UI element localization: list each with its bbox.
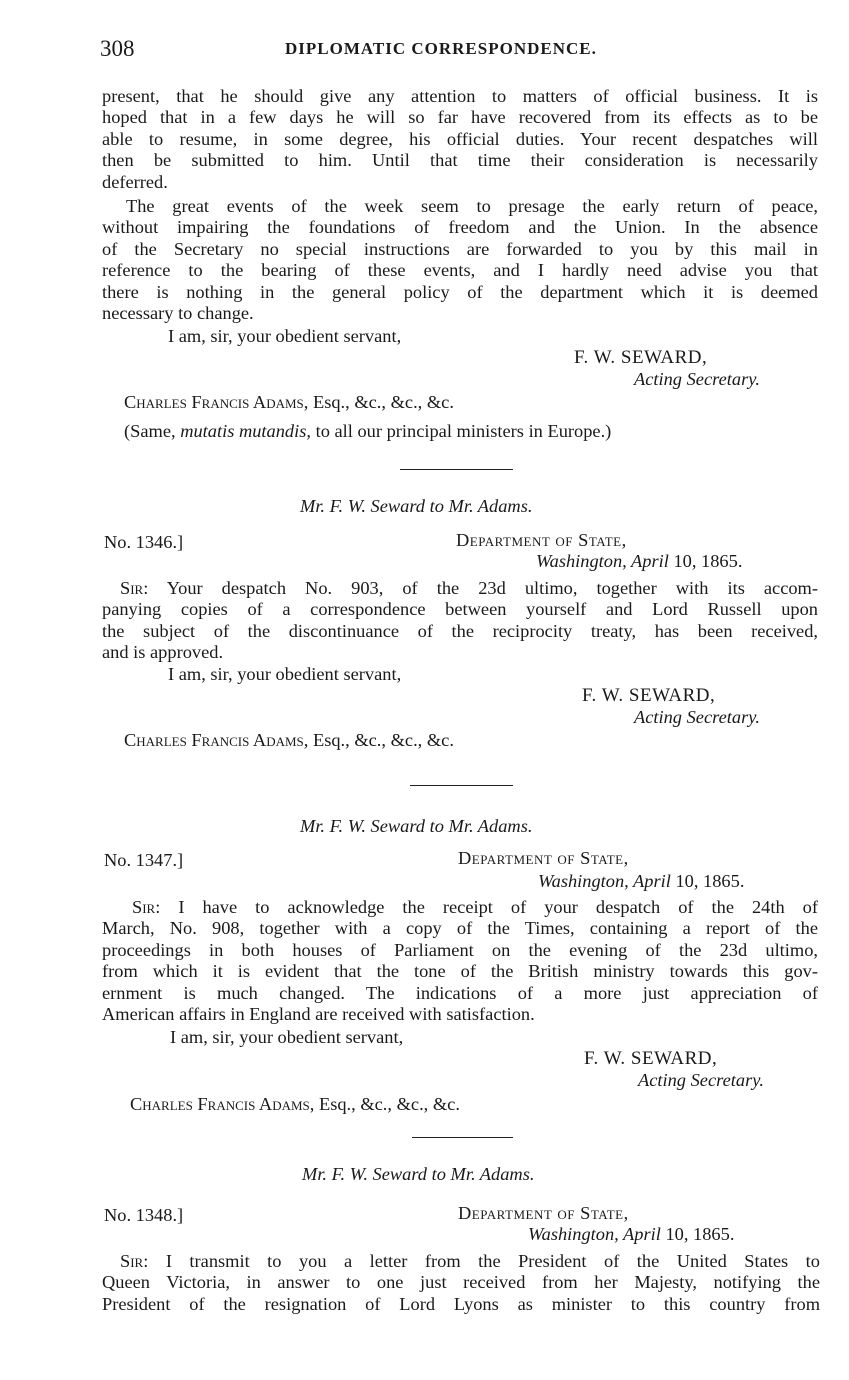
text-line: reference to the bearing of these events, and I hardly need advise you that	[102, 260, 818, 281]
closing-line: I am, sir, your obedient servant,	[168, 664, 402, 684]
department: Department of State,	[458, 848, 629, 868]
signature-name: F. W. SEWARD,	[574, 347, 708, 368]
signature-name: F. W. SEWARD,	[584, 1048, 718, 1069]
signature-title: Acting Secretary.	[634, 707, 760, 727]
page-number: 308	[100, 36, 135, 61]
addressee-name: Charles Francis Adams	[130, 1094, 310, 1114]
text-line: from which it is evident that the tone of the British ministry towards this gov-	[102, 961, 818, 982]
text-line: able to resume, in some degree, his official duties. Your recent despatches will	[102, 128, 818, 149]
text-line: panying copies of a correspondence between yourself and Lord Russell upon	[102, 599, 818, 620]
same-note	[124, 421, 611, 442]
addressee-rest: , Esq., &c., &c., &c.	[303, 392, 454, 412]
text-line: then be submitted to him. Until that time their consideration is necessarily	[102, 150, 818, 171]
continuation-paragraph-1	[102, 86, 818, 193]
text-line: proceedings in both houses of Parliament on the evening of the 23d ultimo,	[102, 939, 818, 960]
letter-body	[102, 1251, 820, 1315]
same-italic: mutatis mutandis,	[180, 421, 311, 441]
salutation: Sir	[132, 897, 156, 917]
dateline	[536, 551, 742, 572]
dateline	[528, 1224, 734, 1245]
text-line	[102, 578, 818, 599]
text-line	[102, 897, 818, 918]
letter-body	[102, 897, 818, 1025]
dateline-date: 10, 1865.	[660, 1224, 735, 1244]
text-line: and is approved.	[102, 642, 224, 663]
text-line: hoped that in a few days he will so far have recovered from its effects as to be	[102, 107, 818, 128]
addressee-rest: , Esq., &c., &c., &c.	[303, 730, 454, 750]
text-line: The great events of the week seem to presage the early return of peace,	[126, 196, 818, 216]
closing-line: I am, sir, your obedient servant,	[168, 326, 402, 346]
letter-heading: Mr. F. W. Seward to Mr. Adams.	[300, 816, 533, 836]
addressee-rest: , Esq., &c., &c., &c.	[309, 1094, 460, 1114]
dateline-date: 10, 1865.	[670, 871, 745, 891]
closing-line: I am, sir, your obedient servant,	[170, 1027, 404, 1047]
addressee-name: Charles Francis Adams	[124, 392, 304, 412]
addressee-name: Charles Francis Adams	[124, 730, 304, 750]
letter-heading: Mr. F. W. Seward to Mr. Adams.	[300, 496, 533, 516]
section-divider	[410, 785, 513, 786]
body-text: : Your despatch No. 903, of the 23d ultimo, together with its accom-	[143, 578, 818, 598]
letter-number: No. 1348.]	[104, 1205, 184, 1225]
letter-heading: Mr. F. W. Seward to Mr. Adams.	[302, 1164, 535, 1184]
text-line	[102, 1251, 820, 1272]
text-line: without impairing the foundations of freedom and the Union. In the absence	[102, 217, 818, 238]
dateline-place: Washington, April	[538, 871, 671, 891]
text-line: there is nothing in the general policy of the department which it is deemed	[102, 281, 818, 302]
text-line: of the Secretary no special instructions are forwarded to you by this mail in	[102, 238, 818, 259]
letter-number: No. 1346.]	[104, 532, 184, 552]
department: Department of State,	[458, 1203, 629, 1223]
text-line: March, No. 908, together with a copy of the Times, containing a report of the	[102, 918, 818, 939]
dateline-date: 10, 1865.	[668, 551, 743, 571]
salutation: Sir	[120, 1251, 144, 1271]
text-line: ernment is much changed. The indications of a more just appreciation of	[102, 982, 818, 1003]
department: Department of State,	[456, 530, 627, 550]
addressee	[124, 392, 454, 413]
text-line: the subject of the discontinuance of the reciprocity treaty, has been received,	[102, 620, 818, 641]
same-suffix: to all our principal ministers in Europe.)	[310, 421, 612, 441]
signature-title: Acting Secretary.	[634, 369, 760, 389]
page-header	[100, 36, 820, 62]
same-prefix: (Same,	[124, 421, 181, 441]
salutation: Sir	[120, 578, 144, 598]
text-line: Queen Victoria, in answer to one just received from her Majesty, notifying the	[102, 1272, 820, 1293]
text-line: deferred.	[102, 171, 168, 192]
addressee	[130, 1094, 460, 1115]
body-text: : I transmit to you a letter from the President of the United States to	[143, 1251, 820, 1271]
text-line: President of the resignation of Lord Lyons as minister to this country from	[102, 1293, 820, 1314]
letter-number: No. 1347.]	[104, 850, 184, 870]
section-divider	[400, 469, 513, 470]
letter-body	[102, 578, 818, 664]
section-divider	[412, 1137, 513, 1138]
signature-name: F. W. SEWARD,	[582, 685, 716, 706]
dateline-place: Washington, April	[536, 551, 669, 571]
text-line: American affairs in England are received with satisfaction.	[102, 1004, 535, 1025]
dateline-place: Washington, April	[528, 1224, 661, 1244]
body-text: : I have to acknowledge the receipt of your despatch of the 24th of	[155, 897, 818, 917]
text-line: necessary to change.	[102, 303, 254, 324]
continuation-paragraph-2	[102, 196, 818, 324]
running-head: DIPLOMATIC CORRESPONDENCE.	[285, 39, 597, 58]
dateline	[538, 871, 744, 892]
addressee	[124, 730, 454, 751]
signature-title: Acting Secretary.	[638, 1070, 764, 1090]
text-line: present, that he should give any attention to matters of official business. It is	[102, 86, 818, 106]
